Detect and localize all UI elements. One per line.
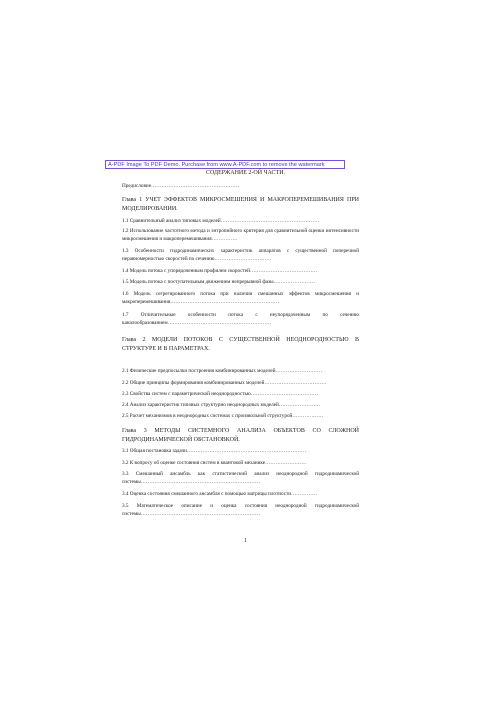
- watermark-banner: A-PDF Image To PDF Demo. Purchase from www.A-PDF.com to remove the watermark: [105, 160, 345, 169]
- toc-item: 2.1 Физические предпосылки построения комбинированных моделей………………………: [122, 368, 323, 374]
- page-title: СОДЕРЖАНИЕ 2-ОЙ ЧАСТИ.: [205, 170, 286, 176]
- toc-item: 1.1 Сравнительный анализ типовых моделей…………………………………………………: [122, 218, 320, 224]
- toc-item: 1.5 Модель потока с поступательным движением непрерывной фазы……………………: [122, 279, 316, 285]
- toc-item: 1.3 Особенности гидродинамических характеристик аппаратов с существенной поперечной неравномерностью скоростей по сечению……………………………: [122, 248, 359, 262]
- toc-preface: Предисловие……………………………………………: [122, 183, 240, 189]
- chapter-1-heading: Глава 1 УЧЕТ ЭФФЕКТОВ МИКРОСМЕШЕНИЯ И МАКРОПЕРЕМЕШИВАНИЯ ПРИ МОДЕЛИРОВАНИИ.: [122, 197, 359, 212]
- toc-item: 1.7 Отличительные особенности потока с неупорядоченным по сечению каналообразованием……………………………………………………: [122, 312, 359, 326]
- toc-item: 3.3 Смешанный ансамбль как статистический анализ неоднородной гидродинамической системы……………………………………………………………: [122, 471, 359, 485]
- toc-item: 2.5 Расчет механизмов в неоднородных системах с произвольной структурой………………: [122, 413, 324, 419]
- toc-item: 3.1 Общая постановка задачи……………………………………………………………: [122, 448, 307, 454]
- toc-item: 3.2 К вопросу об оценке состояния систем в квантовой механике……………………: [122, 460, 307, 466]
- toc-item: 2.4 Анализ характеристик типовых структурно неоднородных моделей……………………: [122, 402, 321, 408]
- toc-item: 2.3 Свойства систем с параметрической неоднородностью…………………………………: [122, 391, 319, 397]
- page-number: 1: [244, 538, 247, 544]
- chapter-2-heading: Глава 2 МОДЕЛИ ПОТОКОВ С СУЩЕСТВЕННОЙ НЕОДНОРОДНОСТЬЮ В СТРУКТУРЕ И В ПАРАМЕТРАХ.: [122, 337, 359, 352]
- toc-item: 1.4 Модель потока с упорядоченным профилем скоростей…………………………………: [122, 268, 318, 274]
- toc-item: 1.2 Использование частотного метода и энтропийного критерия для сравнительной оценки интенсивности микросмешения и макроперемешивания……………: [122, 228, 359, 242]
- chapter-3-heading: Глава 3 МЕТОДЫ СИСТЕМНОГО АНАЛИЗА ОБЪЕКТОВ СО СЛОЖНОЙ ГИДРОДИНАМИЧЕСКОЙ ОБСТАНОВКОЙ.: [122, 428, 359, 443]
- toc-item: 3.5 Математическое описание и оценка состояния неоднородной гидродинамической системы……………………………………………………………: [122, 503, 359, 517]
- toc-item: 2.2 Общие принципы формирования комбинированных моделей………………………………: [122, 380, 327, 386]
- toc-item: 1.6 Модель сегрегированного потока при наличии смешанных эффектов микросмешения и макроперемешивания………………………………………………………: [122, 291, 359, 305]
- toc-item: 3.4 Оценка состояния смешанного ансамбля с помощью матрицы плотности……………: [122, 491, 317, 497]
